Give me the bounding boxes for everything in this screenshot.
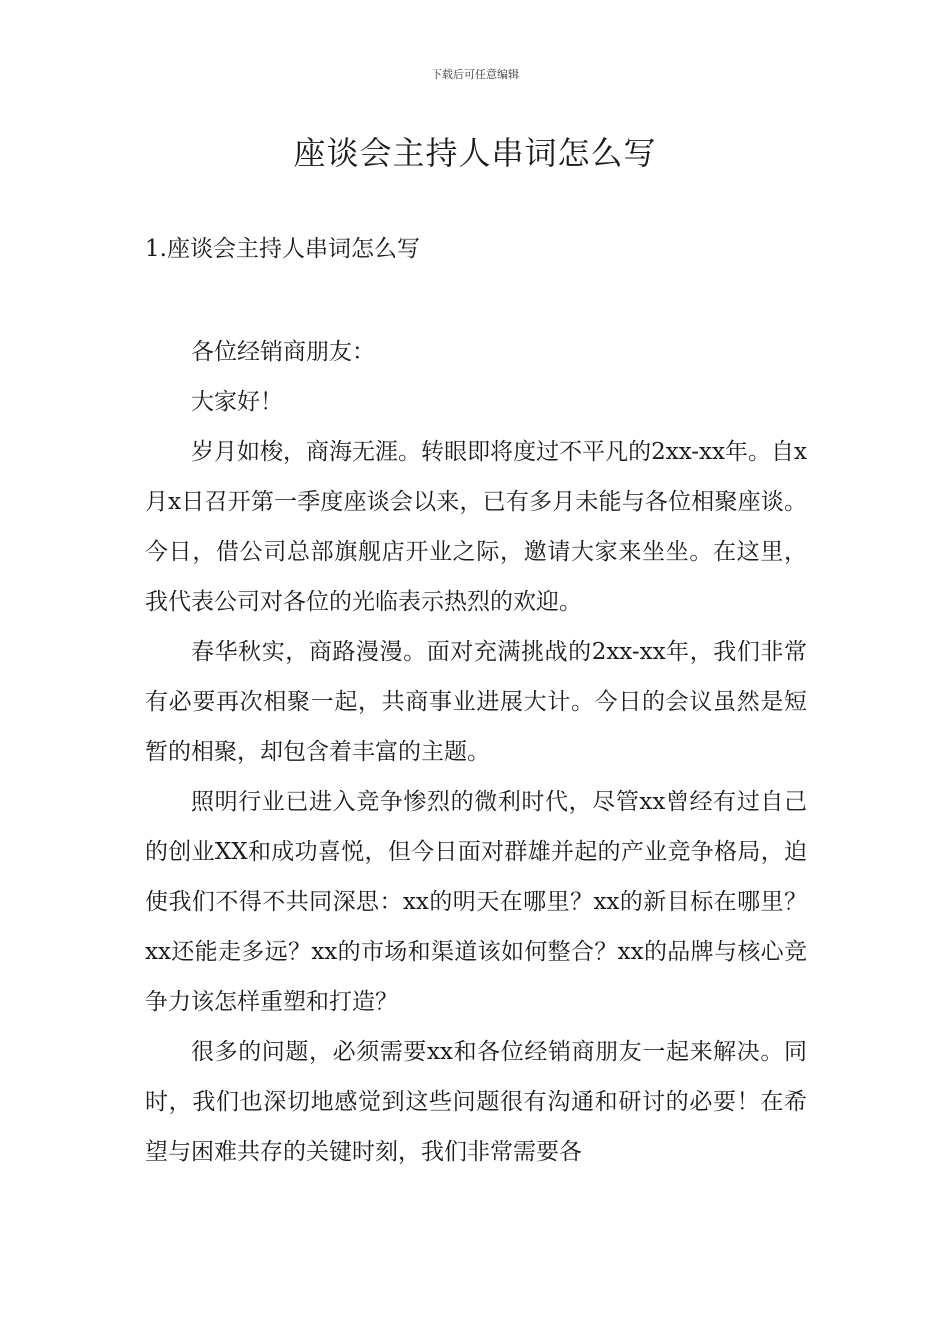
document-body xyxy=(145,327,807,1177)
greeting-paragraph: 大家好！ xyxy=(191,389,283,415)
body-paragraph: 岁月如梭，商海无涯。转眼即将度过不平凡的2xx-xx年。自x月x日召开第一季度座谈会以来，已有多月未能与各位相聚座谈。今日，借公司总部旗舰店开业之际，邀请大家来坐坐。在这里，我代表公司对各位的光临表示热烈的欢迎。 xyxy=(145,439,807,615)
section-heading: 1.座谈会主持人串词怎么写 xyxy=(145,236,420,262)
body-paragraph: 春华秋实，商路漫漫。面对充满挑战的2xx-xx年，我们非常有必要再次相聚一起，共商事业进展大计。今日的会议虽然是短暂的相聚，却包含着丰富的主题。 xyxy=(145,639,807,765)
salutation-paragraph: 各位经销商朋友： xyxy=(191,339,375,365)
body-paragraph: 很多的问题，必须需要xx和各位经销商朋友一起来解决。同时，我们也深切地感觉到这些问题很有沟通和研讨的必要！在希望与困难共存的关键时刻，我们非常需要各 xyxy=(145,1039,807,1165)
header-note: 下载后可任意编辑 xyxy=(431,68,519,81)
body-paragraph: 照明行业已进入竞争惨烈的微利时代，尽管xx曾经有过自己的创业XX和成功喜悦，但今日面对群雄并起的产业竞争格局，迫使我们不得不共同深思：xx的明天在哪里？xx的新目标在哪里？xx还能走多远？xx的市场和渠道该如何整合？xx的品牌与核心竞争力该怎样重塑和打造？ xyxy=(145,789,807,1015)
document-title: 座谈会主持人串词怎么写 xyxy=(293,134,657,172)
